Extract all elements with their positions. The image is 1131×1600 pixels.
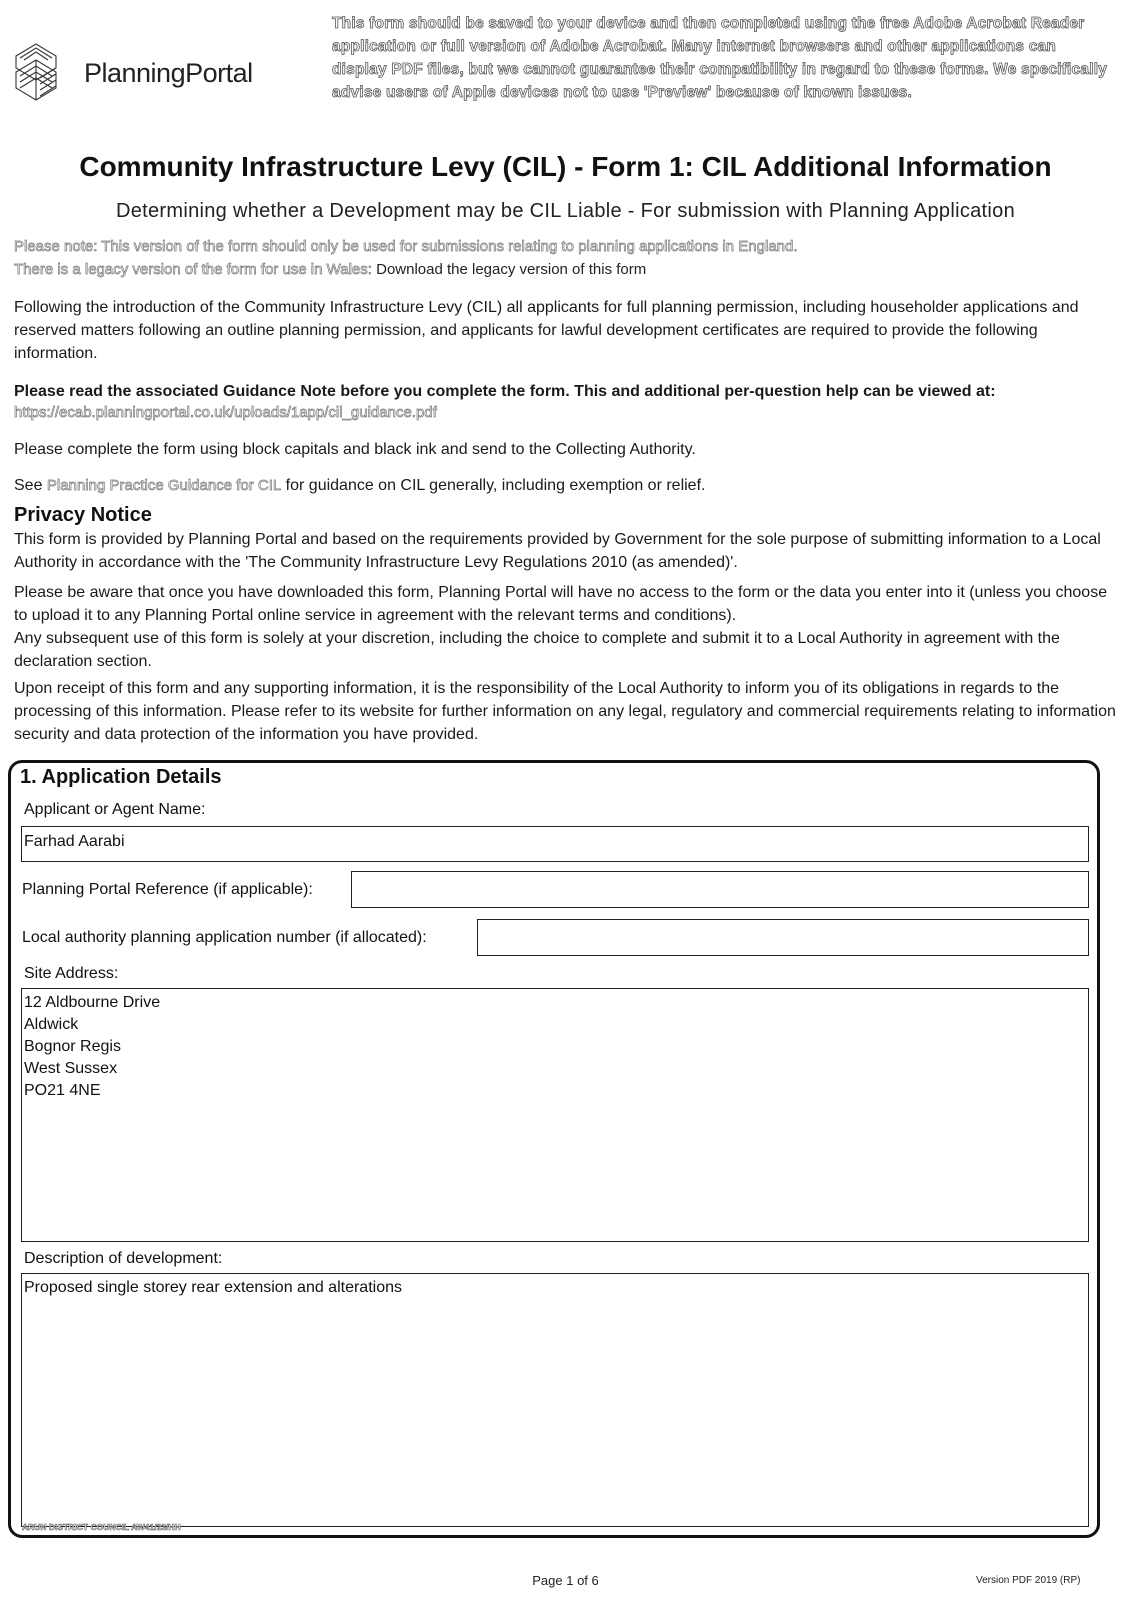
address-line: 12 Aldbourne Drive xyxy=(24,994,161,1011)
privacy-paragraph-2 xyxy=(14,581,1119,673)
site-address-label: Site Address: xyxy=(24,965,119,982)
ppg-cil-link[interactable]: Planning Practice Guidance for CIL xyxy=(46,477,282,494)
address-line: Aldwick xyxy=(24,1016,79,1033)
guidance-url-link[interactable]: https://ecab.planningportal.co.uk/uploads/1app/cil_guidance.pdf xyxy=(14,404,437,421)
header-note: This form should be saved to your device and then completed using the free Adobe Acrobat Reader application or full version of Adobe Acrobat. Many internet browsers and other applications can display PDF files, but we cannot guarantee their compatibility in regard to these forms. We specifically advise users of Apple devices not to use 'Preview' because of known issues. xyxy=(332,15,1108,101)
brand-name-bold: Planning xyxy=(84,58,186,88)
england-note: Please note: This version of the form should only be used for submissions relating to planning applications in England. xyxy=(14,238,798,255)
page-title: Community Infrastructure Levy (CIL) - Form 1: CIL Additional Information xyxy=(79,151,1052,182)
brand-name-light: Portal xyxy=(185,58,253,88)
applicant-name-label: Applicant or Agent Name: xyxy=(24,801,206,818)
guidance-instruction: Please read the associated Guidance Note before you complete the form. This and additional per-question help can be viewed at: xyxy=(14,383,996,400)
la-application-number-field[interactable] xyxy=(477,919,1089,956)
portal-reference-field[interactable] xyxy=(351,871,1089,908)
la-application-number-label: Local authority planning application number (if allocated): xyxy=(22,929,427,946)
download-legacy-link[interactable]: Download the legacy version of this form xyxy=(376,261,647,278)
site-address-field[interactable] xyxy=(21,988,1089,1242)
description-label: Description of development: xyxy=(24,1250,223,1267)
privacy-heading: Privacy Notice xyxy=(14,504,152,526)
address-line: West Sussex xyxy=(24,1060,118,1077)
see-prefix: See xyxy=(14,477,43,494)
wales-note-text: There is a legacy version of the form for use in Wales: xyxy=(14,261,372,278)
address-line: Bognor Regis xyxy=(24,1038,121,1055)
description-field[interactable]: Proposed single storey rear extension and alterations xyxy=(21,1273,1089,1527)
see-suffix: for guidance on CIL generally, including exemption or relief. xyxy=(285,477,706,494)
privacy-paragraph-2b: Any subsequent use of this form is solely at your discretion, including the choice to complete and submit it to a Local Authority in agreement with the declaration section. xyxy=(14,630,1060,670)
brand-name xyxy=(84,58,253,89)
version-label: Version PDF 2019 (RP) xyxy=(976,1575,1081,1586)
applicant-name-field[interactable]: Farhad Aarabi xyxy=(21,826,1089,862)
section-heading: 1. Application Details xyxy=(20,766,222,788)
portal-reference-label: Planning Portal Reference (if applicable): xyxy=(22,881,313,898)
page-subtitle: Determining whether a Development may be CIL Liable - For submission with Planning Application xyxy=(115,200,1015,222)
wales-note xyxy=(14,261,646,278)
intro-paragraph: Following the introduction of the Community Infrastructure Levy (CIL) all applicants for full planning permission, including householder applications and reserved matters following an outline planning permission, and applicants for lawful development certificates are required to provide the following information. xyxy=(14,299,1079,362)
privacy-paragraph-2a: Please be aware that once you have downloaded this form, Planning Portal will have no access to the form or the data you enter into it (unless you choose to upload it to any Planning Portal online service in agreement with the relevant terms and conditions). xyxy=(14,584,1108,624)
privacy-paragraph-3: Upon receipt of this form and any supporting information, it is the responsibility of the Local Authority to inform you of its obligations in regards to the processing of this information. Please refer to its website for further information on any legal, regulatory and commercial requirements relating to information security and data protection of the information you have provided. xyxy=(14,680,1116,743)
page-number: Page 1 of 6 xyxy=(532,1573,599,1588)
complete-instruction: Please complete the form using block capitals and black ink and send to the Collecting Authority. xyxy=(14,441,696,458)
see-guidance xyxy=(14,474,1119,497)
privacy-paragraph-1: This form is provided by Planning Portal and based on the requirements provided by Government for the sole purpose of submitting information to a Local Authority in accordance with the 'The Community Infrastructure Levy Regulations 2010 (as amended)'. xyxy=(14,531,1101,571)
address-line: PO21 4NE xyxy=(24,1082,101,1099)
council-stamp: ARUN DISTRICT COUNCIL AW41/23/HH xyxy=(22,1522,181,1532)
